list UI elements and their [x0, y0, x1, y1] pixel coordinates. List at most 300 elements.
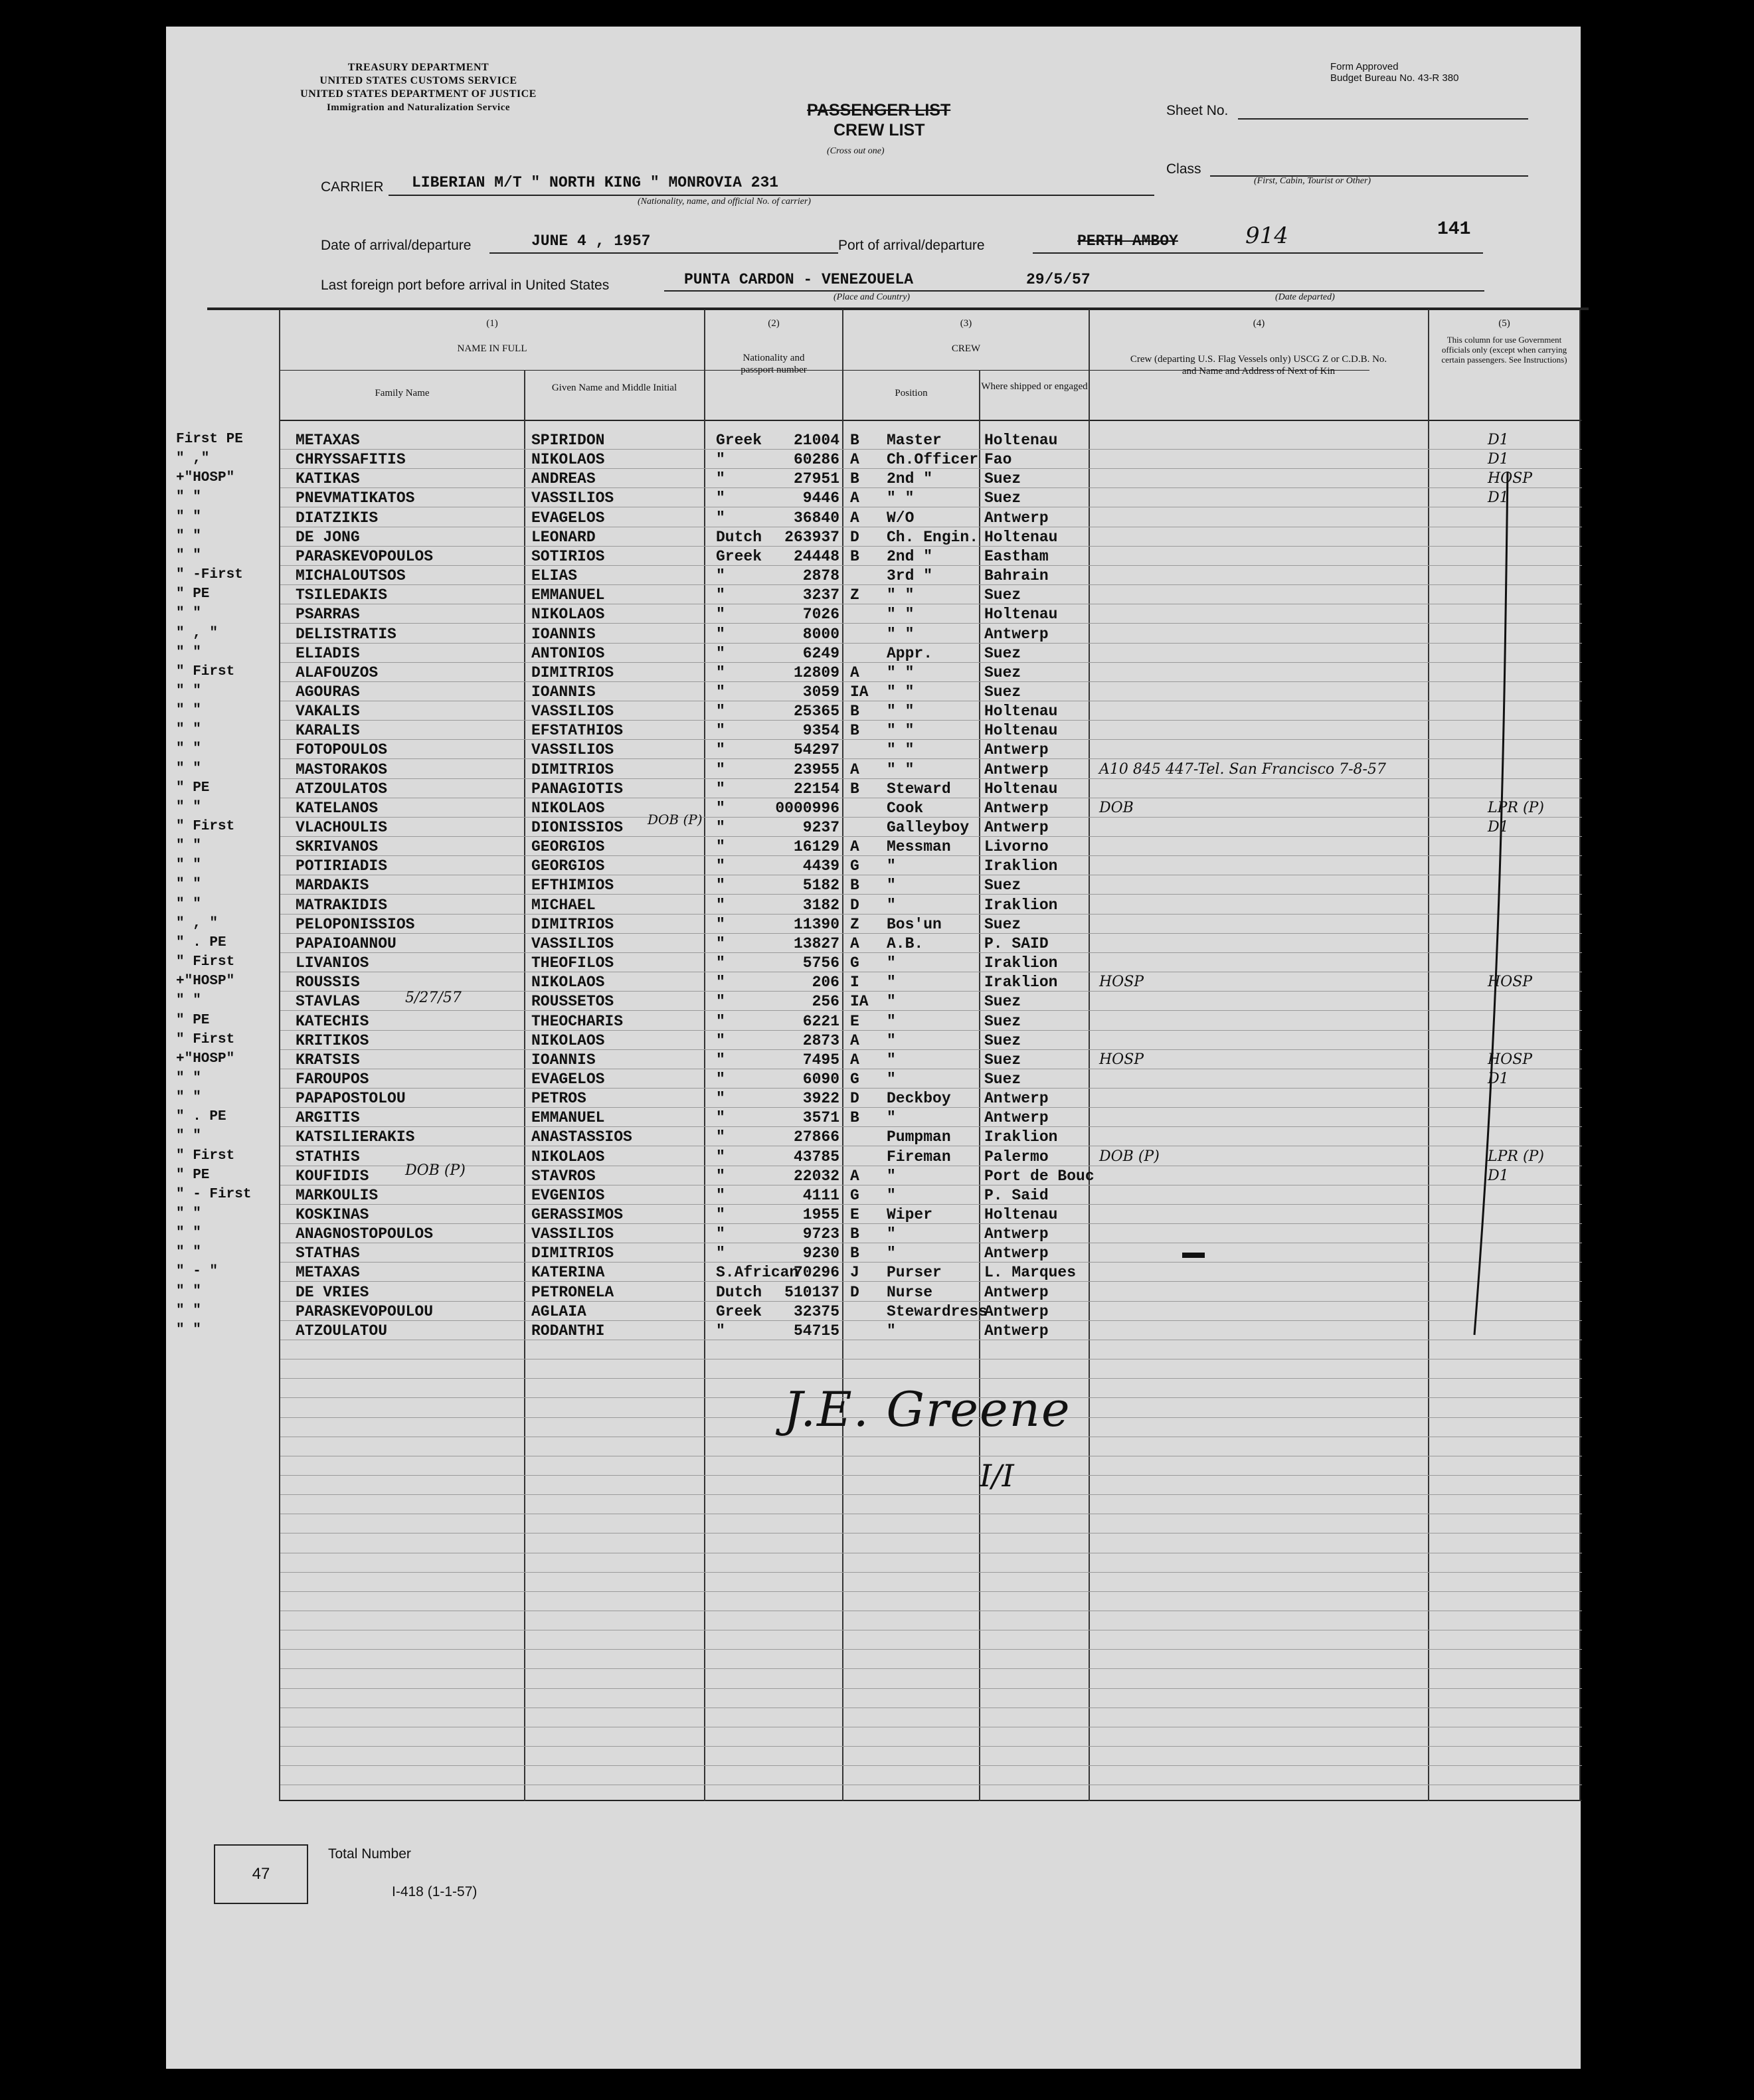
cell-grade: B	[850, 780, 859, 798]
cell-c5: D1	[1488, 451, 1509, 468]
cell-nat: "	[716, 1148, 725, 1166]
signature: J.E. Greene	[784, 1381, 1071, 1437]
cell-pos: 3rd "	[887, 567, 933, 584]
cell-pass: 8000	[802, 626, 839, 643]
cell-given: STAVROS	[531, 1168, 596, 1185]
date-value: JUNE 4 , 1957	[531, 232, 651, 250]
cell-port: Iraklion	[984, 897, 1058, 914]
agency-line: UNITED STATES CUSTOMS SERVICE	[319, 75, 517, 86]
cell-c5: D1	[1488, 819, 1509, 835]
cell-pre: " "	[176, 741, 201, 756]
cell-port: Antwerp	[984, 819, 1049, 836]
cell-family: PAPAPOSTOLOU	[296, 1090, 406, 1107]
cell-family: KATIKAS	[296, 470, 360, 487]
cell-family: ALAFOUZOS	[296, 664, 379, 681]
cell-c4: A10 845 447-Tel. San Francisco 7-8-57	[1099, 761, 1386, 778]
col4-title: Crew (departing U.S. Flag Vessels only) USCG Z or C.D.B. No. and Name and Address of Next of Kin	[1130, 354, 1387, 377]
cell-pre: " -First	[176, 567, 243, 582]
cell-pass: 43785	[793, 1148, 839, 1166]
cell-pos: "	[887, 1245, 896, 1262]
cell-given: THEOFILOS	[531, 954, 614, 972]
cell-port: Iraklion	[984, 954, 1058, 972]
cell-port: Suez	[984, 489, 1021, 507]
cell-port: Suez	[984, 664, 1021, 681]
cell-pos: Fireman	[887, 1148, 951, 1166]
cell-family: SKRIVANOS	[296, 838, 379, 855]
cell-pos: "	[887, 974, 896, 991]
cell-port: Fao	[984, 451, 1012, 468]
cell-family: PAPAIOANNOU	[296, 935, 396, 952]
cell-given: IOANNIS	[531, 626, 596, 643]
cell-grade: B	[850, 722, 859, 739]
cell-nat: Greek	[716, 1303, 762, 1320]
cell-port: Antwerp	[984, 1284, 1049, 1301]
cell-pre: " "	[176, 1322, 201, 1338]
cell-pre: " "	[176, 1090, 201, 1105]
cell-family: MASTORAKOS	[296, 761, 388, 778]
cell-port: Antwerp	[984, 741, 1049, 758]
cell-port: Antwerp	[984, 761, 1049, 778]
total-number-box: 47	[214, 1844, 308, 1904]
cell-pass: 25365	[793, 703, 839, 720]
cell-given: ANASTASSIOS	[531, 1128, 632, 1146]
cell-pos: " "	[887, 586, 915, 604]
cell-c5: HOSP	[1488, 470, 1533, 487]
place-hint: (Place and Country)	[833, 292, 911, 302]
cell-family: DE VRIES	[296, 1284, 369, 1301]
cell-nat: "	[716, 1187, 725, 1204]
cell-pos: Messman	[887, 838, 951, 855]
cell-nat: "	[716, 1225, 725, 1243]
cell-port: Suez	[984, 645, 1021, 662]
cell-family: ROUSSIS	[296, 974, 360, 991]
table-top-rule	[207, 307, 1589, 310]
col4-number: (4)	[1253, 318, 1265, 329]
cell-given: EFSTATHIOS	[531, 722, 624, 739]
cell-family: VAKALIS	[296, 703, 360, 720]
cell-port: Holtenau	[984, 703, 1058, 720]
cell-pre: " "	[176, 897, 201, 912]
cell-given: NIKOLAOS	[531, 1032, 605, 1049]
cell-nat: "	[716, 645, 725, 662]
cell-pre: " "	[176, 761, 201, 776]
title-passenger-list-struck: PASSENGER LIST	[807, 101, 951, 120]
cell-family: PARASKEVOPOULOU	[296, 1303, 434, 1320]
cell-pass: 5182	[802, 877, 839, 894]
cell-given: KATERINA	[531, 1264, 605, 1281]
cell-family: PELOPONISSIOS	[296, 916, 415, 933]
cell-port: Livorno	[984, 838, 1049, 855]
cell-family: KARALIS	[296, 722, 360, 739]
cell-given: DIMITRIOS	[531, 761, 614, 778]
cell-pass: 510137	[784, 1284, 839, 1301]
cell-c5: D1	[1488, 432, 1509, 448]
cell-given: EMMANUEL	[531, 1109, 605, 1126]
cell-pre: " PE	[176, 780, 210, 796]
cell-given: DIMITRIOS	[531, 664, 614, 681]
col-given-name: Given Name and Middle Initial	[551, 383, 677, 393]
cell-pos: "	[887, 1109, 896, 1126]
cell-grade: D	[850, 529, 859, 546]
cell-nat: "	[716, 1168, 725, 1185]
cell-grade: J	[850, 1264, 859, 1281]
col5-number: (5)	[1498, 318, 1510, 329]
cell-grade: A	[850, 509, 859, 527]
cell-nat: "	[716, 800, 725, 817]
cell-nat: "	[716, 741, 725, 758]
budget-bureau-text: Budget Bureau No. 43-R 380	[1330, 72, 1459, 84]
cell-family: POTIRIADIS	[296, 857, 388, 875]
form-number: I-418 (1-1-57)	[392, 1884, 478, 1899]
cell-pos: Purser	[887, 1264, 942, 1281]
cell-grade: D	[850, 1284, 859, 1301]
table-header-bottom	[280, 420, 1582, 421]
cell-grade: G	[850, 1071, 859, 1088]
cell-family: ATZOULATOS	[296, 780, 388, 798]
cell-pre: " First	[176, 1148, 235, 1164]
cell-port: Bahrain	[984, 567, 1049, 584]
cell-family: FAROUPOS	[296, 1071, 369, 1088]
cell-family: MARKOULIS	[296, 1187, 379, 1204]
cell-grade: B	[850, 1245, 859, 1262]
cell-nat: Greek	[716, 432, 762, 449]
cell-given: VASSILIOS	[531, 703, 614, 720]
date-label: Date of arrival/departure	[321, 238, 472, 253]
cell-pos: " "	[887, 722, 915, 739]
cell-nat: "	[716, 916, 725, 933]
cell-nat: "	[716, 838, 725, 855]
cell-pre: " PE	[176, 1013, 210, 1028]
cell-pos: "	[887, 1071, 896, 1088]
cell-pre: " "	[176, 1128, 201, 1144]
cell-nat: "	[716, 664, 725, 681]
cell-port: Antwerp	[984, 1090, 1049, 1107]
cell-pos: Galleyboy	[887, 819, 970, 836]
cell-family: MATRAKIDIS	[296, 897, 388, 914]
cell-nat: "	[716, 877, 725, 894]
cell-pre: " "	[176, 1206, 201, 1221]
cell-pre: " "	[176, 683, 201, 699]
cell-family: KATECHIS	[296, 1013, 369, 1030]
cell-port: Suez	[984, 1051, 1021, 1069]
cell-given: GEORGIOS	[531, 838, 605, 855]
cell-grade: G	[850, 857, 859, 875]
cell-family: KRATSIS	[296, 1051, 360, 1069]
cell-given: DIMITRIOS	[531, 1245, 614, 1262]
cell-pass: 3237	[802, 586, 839, 604]
cell-nat: S.African	[716, 1264, 799, 1281]
cell-pass: 5756	[802, 954, 839, 972]
cell-port: Holtenau	[984, 432, 1058, 449]
cell-pass: 1955	[802, 1206, 839, 1223]
cell-pass: 54715	[793, 1322, 839, 1340]
cell-nat: "	[716, 470, 725, 487]
cell-given: GERASSIMOS	[531, 1206, 624, 1223]
cell-port: Antwerp	[984, 626, 1049, 643]
cell-port: Suez	[984, 470, 1021, 487]
cell-pre: " "	[176, 800, 201, 815]
cell-given: LEONARD	[531, 529, 596, 546]
cell-nat: "	[716, 626, 725, 643]
cell-pass: 3922	[802, 1090, 839, 1107]
cell-nat: "	[716, 974, 725, 991]
cell-port: Suez	[984, 916, 1021, 933]
cell-given: VASSILIOS	[531, 1225, 614, 1243]
cell-nat: "	[716, 586, 725, 604]
cell-pre: " - First	[176, 1187, 252, 1202]
cell-family: ARGITIS	[296, 1109, 360, 1126]
cell-grade: E	[850, 1013, 859, 1030]
cell-c5: HOSP	[1488, 1051, 1533, 1068]
cell-pre: " "	[176, 548, 201, 563]
cell-port: Suez	[984, 1032, 1021, 1049]
cell-pos: Deckboy	[887, 1090, 951, 1107]
cell-given: VASSILIOS	[531, 741, 614, 758]
cell-pre: " "	[176, 838, 201, 853]
roussis-date-annotation: 5/27/57	[405, 990, 462, 1006]
agency-line: UNITED STATES DEPARTMENT OF JUSTICE	[300, 88, 537, 100]
cell-given: EVAGELOS	[531, 509, 605, 527]
cell-pos: Pumpman	[887, 1128, 951, 1146]
cell-nat: "	[716, 1206, 725, 1223]
cell-pre: " PE	[176, 586, 210, 602]
cell-c5: D1	[1488, 489, 1509, 506]
cell-pass: 263937	[784, 529, 839, 546]
cell-given: GEORGIOS	[531, 857, 605, 875]
cell-c5: LPR (P)	[1488, 800, 1544, 816]
cell-given: EVAGELOS	[531, 1071, 605, 1088]
cell-pre: " "	[176, 993, 201, 1008]
cell-port: P. SAID	[984, 935, 1049, 952]
cell-port: Holtenau	[984, 780, 1058, 798]
cell-pass: 32375	[793, 1303, 839, 1320]
cell-pos: " "	[887, 741, 915, 758]
cell-pre: " First	[176, 819, 235, 834]
cell-pos: "	[887, 1013, 896, 1030]
cell-given: ROUSSETOS	[531, 993, 614, 1010]
page-title: CREW LIST	[833, 121, 925, 139]
col2-number: (2)	[768, 318, 780, 329]
cell-pass: 3571	[802, 1109, 839, 1126]
cell-nat: "	[716, 567, 725, 584]
cell-grade: D	[850, 1090, 859, 1107]
cell-grade: D	[850, 897, 859, 914]
cell-pass: 4439	[802, 857, 839, 875]
cell-given: NIKOLAOS	[531, 451, 605, 468]
cell-port: Suez	[984, 877, 1021, 894]
cell-pre: " . PE	[176, 1109, 226, 1124]
cell-port: Suez	[984, 1071, 1021, 1088]
cell-family: KATELANOS	[296, 800, 379, 817]
date-departed-hint: (Date departed)	[1275, 292, 1335, 302]
cell-nat: "	[716, 1013, 725, 1030]
cell-port: Iraklion	[984, 974, 1058, 991]
cell-port: Antwerp	[984, 1245, 1049, 1262]
cell-pre: " - "	[176, 1264, 219, 1279]
date-departed-value: 29/5/57	[1026, 271, 1091, 288]
cell-pass: 9237	[802, 819, 839, 836]
cell-grade: A	[850, 761, 859, 778]
cell-pre: " "	[176, 1303, 201, 1318]
port-value: PERTH AMBOY	[1077, 232, 1178, 250]
cell-pass: 3059	[802, 683, 839, 701]
cell-pass: 12809	[793, 664, 839, 681]
cell-nat: "	[716, 606, 725, 623]
cell-grade: A	[850, 451, 859, 468]
cell-pos: Master	[887, 432, 942, 449]
cell-grade: G	[850, 954, 859, 972]
cell-port: Suez	[984, 993, 1021, 1010]
cell-family: KOSKINAS	[296, 1206, 369, 1223]
cell-given: PANAGIOTIS	[531, 780, 624, 798]
cell-nat: "	[716, 703, 725, 720]
cell-pos: "	[887, 857, 896, 875]
cell-pos: " "	[887, 761, 915, 778]
cell-pre: " First	[176, 954, 235, 970]
cell-c4: DOB	[1099, 800, 1134, 816]
table-bottom-rule	[280, 1800, 1582, 1801]
cell-pass: 36840	[793, 509, 839, 527]
cell-pass: 54297	[793, 741, 839, 758]
cell-nat: "	[716, 451, 725, 468]
cell-pass: 9446	[802, 489, 839, 507]
col-family-name: Family Name	[375, 388, 430, 398]
cell-nat: "	[716, 509, 725, 527]
cell-grade: B	[850, 703, 859, 720]
cell-pre: " "	[176, 529, 201, 544]
cell-pos: " "	[887, 703, 915, 720]
cell-pos: "	[887, 1032, 896, 1049]
cell-given: VASSILIOS	[531, 935, 614, 952]
cross-out-hint: (Cross out one)	[827, 146, 885, 156]
cell-c4: HOSP	[1099, 1051, 1144, 1068]
cell-pos: Cook	[887, 800, 924, 817]
cell-pre: +"HOSP"	[176, 1051, 235, 1067]
cell-given: DIMITRIOS	[531, 916, 614, 933]
cell-pass: 6221	[802, 1013, 839, 1030]
cell-port: Eastham	[984, 548, 1049, 565]
cell-c5: LPR (P)	[1488, 1148, 1544, 1165]
cell-family: ELIADIS	[296, 645, 360, 662]
cell-family: MICHALOUTSOS	[296, 567, 406, 584]
cell-nat: "	[716, 1245, 725, 1262]
cell-pass: 27951	[793, 470, 839, 487]
cell-pass: 60286	[793, 451, 839, 468]
cell-pos: " "	[887, 489, 915, 507]
cell-family: VLACHOULIS	[296, 819, 388, 836]
cell-nat: "	[716, 1051, 725, 1069]
cell-pos: 2nd "	[887, 548, 933, 565]
cell-nat: "	[716, 722, 725, 739]
cell-nat: "	[716, 993, 725, 1010]
cell-pass: 0000996	[775, 800, 839, 817]
cell-given: EVGENIOS	[531, 1187, 605, 1204]
cell-nat: "	[716, 1032, 725, 1049]
cell-pos: 2nd "	[887, 470, 933, 487]
cell-family: STATHIS	[296, 1148, 360, 1166]
cell-pass: 3182	[802, 897, 839, 914]
cell-port: Antwerp	[984, 509, 1049, 527]
cell-pass: 13827	[793, 935, 839, 952]
cell-pass: 11390	[793, 916, 839, 933]
cell-grade: A	[850, 664, 859, 681]
cell-pre: " First	[176, 1032, 235, 1047]
cell-port: Suez	[984, 586, 1021, 604]
col-position: Position	[895, 388, 928, 398]
cell-given: PETRONELA	[531, 1284, 614, 1301]
col3-number: (3)	[960, 318, 972, 329]
cell-pre: +"HOSP"	[176, 470, 235, 485]
cell-port: Holtenau	[984, 529, 1058, 546]
cell-nat: "	[716, 819, 725, 836]
cell-pass: 24448	[793, 548, 839, 565]
cell-nat: "	[716, 761, 725, 778]
cell-given: AGLAIA	[531, 1303, 586, 1320]
cell-pos: Steward	[887, 780, 951, 798]
cell-pass: 6249	[802, 645, 839, 662]
cell-pass: 7495	[802, 1051, 839, 1069]
agency-line: Immigration and Naturalization Service	[326, 102, 511, 113]
cell-pre: " "	[176, 606, 201, 621]
port-label: Port of arrival/departure	[838, 238, 985, 253]
cell-family: MARDAKIS	[296, 877, 369, 894]
cell-given: ELIAS	[531, 567, 578, 584]
cell-given: SOTIRIOS	[531, 548, 605, 565]
class-hint: (First, Cabin, Tourist or Other)	[1254, 176, 1371, 186]
cell-grade: B	[850, 432, 859, 449]
crew-list-form	[166, 27, 1581, 2069]
cell-grade: A	[850, 935, 859, 952]
cell-nat: "	[716, 1109, 725, 1126]
cell-pass: 6090	[802, 1071, 839, 1088]
cell-pass: 206	[812, 974, 839, 991]
port-handwritten: 914	[1245, 222, 1288, 249]
cell-port: Antwerp	[984, 1303, 1049, 1320]
cell-pos: "	[887, 1322, 896, 1340]
cell-pos: "	[887, 1168, 896, 1185]
cell-nat: "	[716, 1071, 725, 1088]
cell-family: LIVANIOS	[296, 954, 369, 972]
cell-port: Palermo	[984, 1148, 1049, 1166]
cell-given: NIKOLAOS	[531, 800, 605, 817]
sheet-mark: I/I	[980, 1458, 1014, 1494]
agency-line: TREASURY DEPARTMENT	[347, 62, 489, 73]
cell-grade: E	[850, 1206, 859, 1223]
cell-port: L. Marques	[984, 1264, 1077, 1281]
cell-given: THEOCHARIS	[531, 1013, 624, 1030]
cell-family: KOUFIDIS	[296, 1168, 369, 1185]
agency-block	[292, 61, 545, 114]
cell-family: METAXAS	[296, 1264, 360, 1281]
cell-pre: " , "	[176, 916, 219, 931]
cell-grade: IA	[850, 993, 869, 1010]
cell-family: DELISTRATIS	[296, 626, 396, 643]
cell-port: Iraklion	[984, 857, 1058, 875]
cell-pos: "	[887, 954, 896, 972]
cell-port: Antwerp	[984, 800, 1049, 817]
cell-pass: 9723	[802, 1225, 839, 1243]
cell-pre: " "	[176, 1245, 201, 1260]
col2-title: Nationality and passport number	[741, 353, 807, 375]
cell-nat: "	[716, 954, 725, 972]
cell-grade: B	[850, 1225, 859, 1243]
cell-pre: " ,"	[176, 451, 210, 466]
cell-nat: "	[716, 897, 725, 914]
cell-pos: Ch.Officer	[887, 451, 979, 468]
cell-pos: "	[887, 877, 896, 894]
cell-nat: Greek	[716, 548, 762, 565]
cell-pass: 23955	[793, 761, 839, 778]
